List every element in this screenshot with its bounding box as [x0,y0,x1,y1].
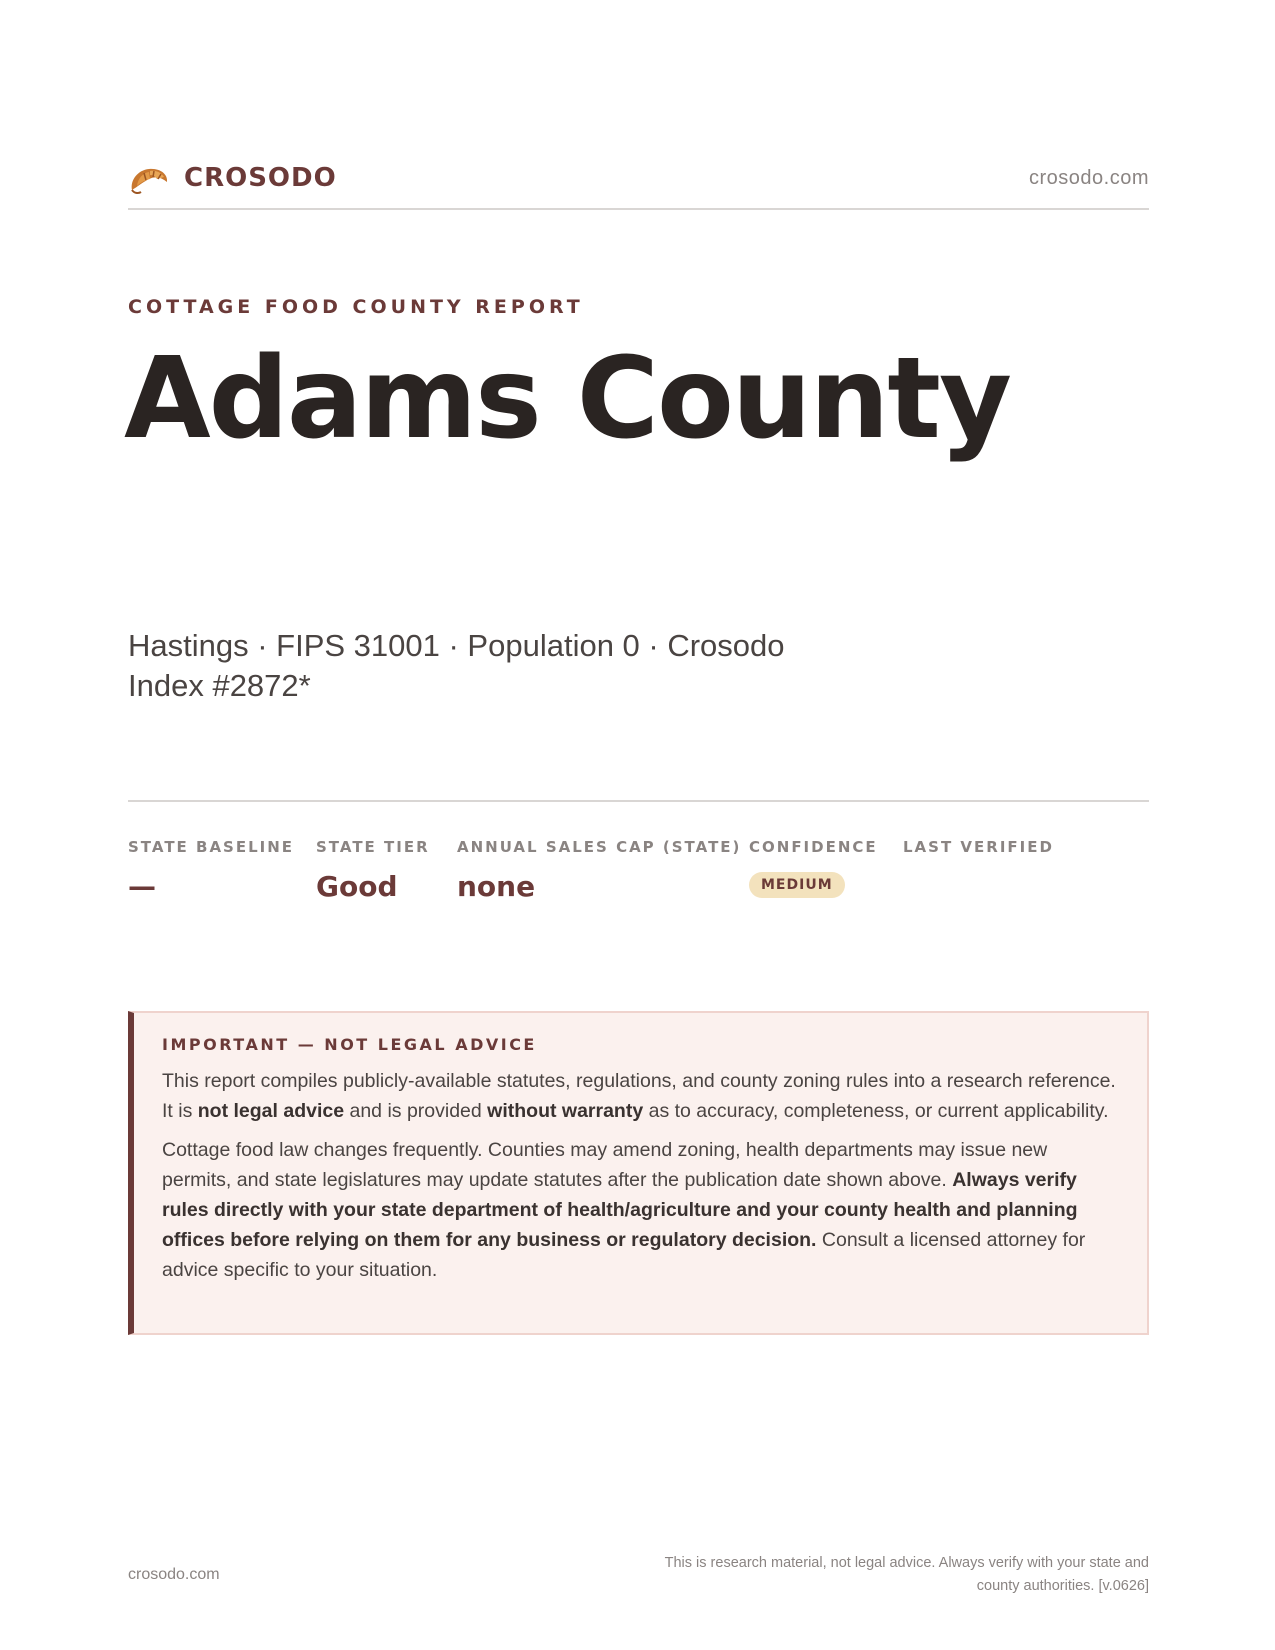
metric-last-verified [903,838,1054,870]
text-run: Consult a licensed attorney for advice specific to your situation. [162,1229,1086,1281]
text-run-bold: without warranty [487,1100,644,1122]
metric-label: STATE TIER [316,838,430,856]
metric-label: ANNUAL SALES CAP (STATE) [457,838,742,856]
text-run: Cottage food law changes frequently. Counties may amend zoning, health departments may issue new permits, and state legislatures may update statutes after the publication date shown above. [162,1139,1048,1191]
metrics-row [128,800,1149,920]
metric-value: none [457,870,536,903]
brand-name: CROSODO [184,163,337,193]
metric-confidence [749,838,878,898]
metric-state-tier [316,838,430,903]
croissant-icon [128,160,170,198]
metric-state-baseline [128,838,294,903]
footer-note: This is research material, not legal advice. Always verify with your state and county authorities. [v.0626] [664,1555,1149,1594]
metric-value: — [128,870,156,903]
text-run: and is provided [344,1100,488,1122]
site-url: crosodo.com [1029,167,1149,189]
disclaimer-paragraph [162,1066,1121,1126]
county-subtitle: Hastings · FIPS 31001 · Population 0 · Crosodo Index #2872* [128,628,785,703]
metric-label: LAST VERIFIED [903,838,1054,856]
report-type-label: COTTAGE FOOD COUNTY REPORT [128,296,584,318]
metric-label: STATE BASELINE [128,838,295,856]
county-title: Adams County [124,334,1010,464]
metric-annual-sales-cap [457,838,741,903]
confidence-badge: MEDIUM [749,872,845,898]
text-run: as to accuracy, completeness, or current applicability. [643,1100,1109,1122]
metric-label: CONFIDENCE [749,838,878,856]
text-run-bold: not legal advice [197,1100,345,1122]
metric-value: Good [316,870,398,903]
report-page [124,0,1149,1650]
legal-disclaimer [128,1011,1149,1335]
text-run: This report compiles publicly-available statutes, regulations, and county zoning rules into a research reference. It is [162,1070,1116,1122]
page-header [128,150,1149,210]
disclaimer-title: IMPORTANT — NOT LEGAL ADVICE [162,1035,537,1054]
disclaimer-paragraph [162,1135,1121,1285]
text-run-bold: Always verify rules directly with your state department of health/agriculture and your county health and planning offices before relying on them for any business or regulatory decision. [162,1169,1078,1251]
footer-url: crosodo.com [128,1566,220,1583]
